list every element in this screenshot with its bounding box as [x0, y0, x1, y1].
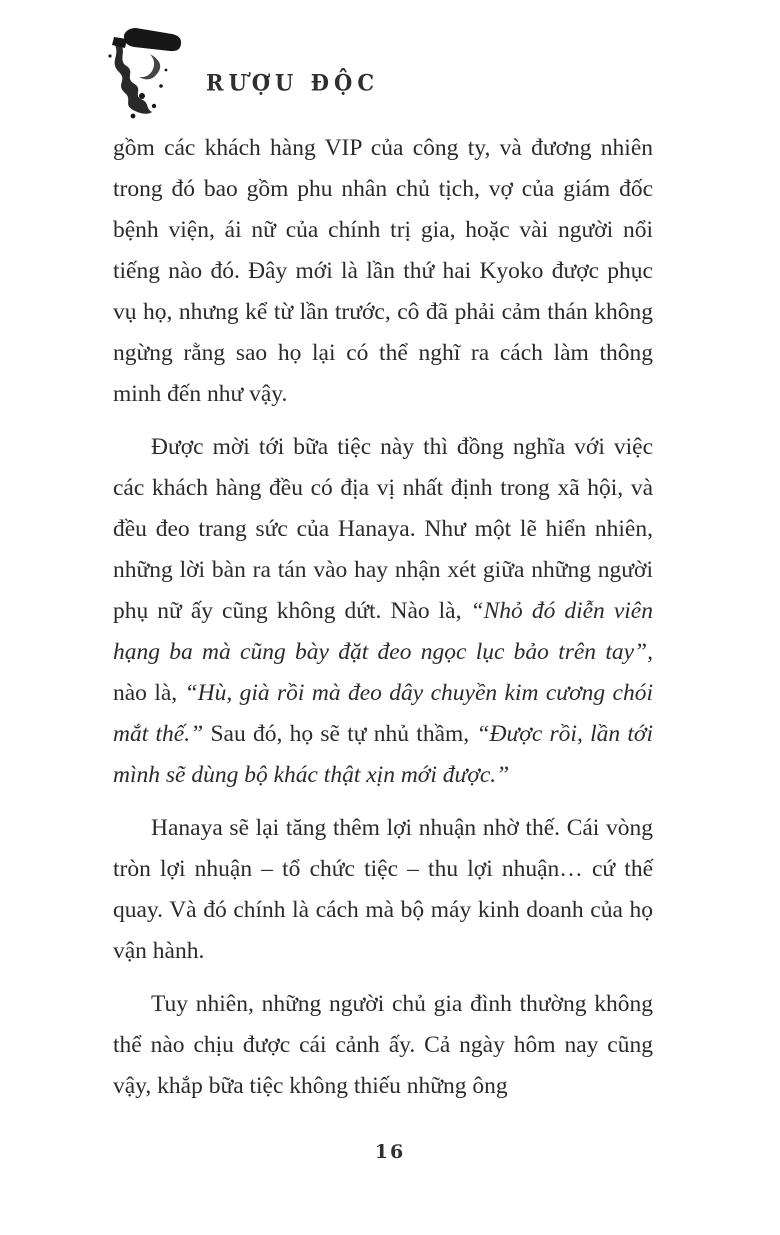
text-run: “Nhỏ đó diễn viên hạng ba mà cũng bày đặt đeo ngọc lục bảo trên tay”,: [113, 598, 653, 665]
text-run: Được mời tới bữa tiệc này thì đồng nghĩa với việc các khách hàng đều có địa vị nhất định trong xã hội, và đều đeo trang sức của Hanaya. Như một lẽ hiển nhiên, những lời bàn ra tán vào hay nhận xét giữa những người phụ nữ ấy cũng không dứt. Nào là,: [113, 434, 653, 624]
book-title: RƯỢU ĐỘC: [206, 68, 380, 96]
text-run: “Được rồi, lần tới mình sẽ dùng bộ khác thật xịn mới được.”: [113, 721, 654, 788]
paragraph: [113, 427, 653, 796]
text-run: Sau đó, họ sẽ tự nhủ thầm,: [203, 721, 477, 747]
text-run: gồm các khách hàng VIP của công ty, và đương nhiên trong đó bao gồm phu nhân chủ tịch, vợ của giám đốc bệnh viện, ái nữ của chính trị gia, hoặc vài người nổi tiếng nào đó. Đây mới là lần thứ hai Kyoko được phục vụ họ, nhưng kể từ lần trước, cô đã phải cảm thán không ngừng rằng sao họ lại có thể nghĩ ra cách làm thông minh đến như vậy.: [113, 135, 653, 407]
text-body: [113, 128, 653, 1119]
paragraph: [113, 808, 653, 972]
text-run: nào là,: [113, 680, 185, 706]
page-number: 16: [374, 1141, 406, 1163]
ink-bottle-icon: [88, 26, 192, 120]
text-run: “Hù, già rồi mà đeo dây chuyền kim cương chói mắt thế.”: [113, 680, 654, 747]
text-run: Tuy nhiên, những người chủ gia đình thường không thể nào chịu được cái cảnh ấy. Cả ngày hôm nay cũng vậy, khắp bữa tiệc không thiếu những ông: [113, 991, 653, 1099]
paragraph: [113, 128, 653, 415]
text-run: Hanaya sẽ lại tăng thêm lợi nhuận nhờ thế. Cái vòng tròn lợi nhuận – tổ chức tiệc – thu lợi nhuận… cứ thế quay. Và đó chính là cách mà bộ máy kinh doanh của họ vận hành.: [113, 815, 653, 964]
page-header: [88, 26, 379, 120]
paragraph: [113, 984, 653, 1107]
